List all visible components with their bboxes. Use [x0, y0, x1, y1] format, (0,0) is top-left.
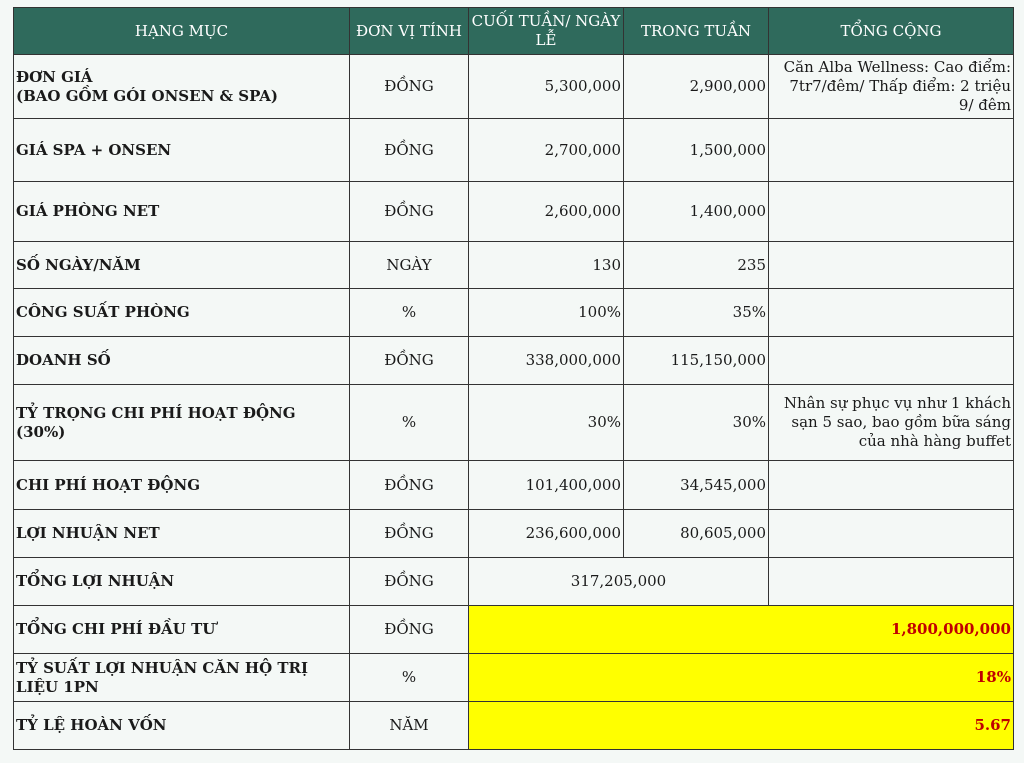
row-name: CÔNG SUẤT PHÒNG — [14, 289, 350, 337]
header-unit: ĐƠN VỊ TÍNH — [350, 8, 469, 55]
weekend-value: 30% — [469, 385, 624, 461]
table-row — [14, 558, 1014, 606]
header-category: HẠNG MỤC — [14, 8, 350, 55]
table-row — [14, 461, 1014, 510]
table-row — [14, 654, 1014, 702]
row-unit: NGÀY — [350, 242, 469, 289]
weekday-value: 2,900,000 — [624, 55, 769, 119]
table-row — [14, 385, 1014, 461]
row-note — [769, 289, 1014, 337]
row-name: CHI PHÍ HOẠT ĐỘNG — [14, 461, 350, 510]
table-row — [14, 289, 1014, 337]
weekend-value: 130 — [469, 242, 624, 289]
table-row — [14, 606, 1014, 654]
weekend-value: 2,700,000 — [469, 119, 624, 182]
profit-table — [13, 7, 1014, 750]
table-row — [14, 510, 1014, 558]
row-name: LỢI NHUẬN NET — [14, 510, 350, 558]
table-row — [14, 242, 1014, 289]
row-unit: % — [350, 654, 469, 702]
row-name-line-1: ĐƠN GIÁ — [16, 67, 93, 86]
table-row — [14, 337, 1014, 385]
row-note — [769, 242, 1014, 289]
weekday-value: 1,400,000 — [624, 182, 769, 242]
payback-value: 5.67 — [469, 702, 1014, 750]
profit-rate-value: 18% — [469, 654, 1014, 702]
row-note — [769, 337, 1014, 385]
row-note — [769, 510, 1014, 558]
row-name: TỶ LỆ HOÀN VỐN — [14, 702, 350, 750]
row-unit: ĐỒNG — [350, 510, 469, 558]
row-note — [769, 558, 1014, 606]
row-name: GIÁ PHÒNG NET — [14, 182, 350, 242]
row-name: TỔNG LỢI NHUẬN — [14, 558, 350, 606]
weekday-value: 34,545,000 — [624, 461, 769, 510]
row-unit: NĂM — [350, 702, 469, 750]
row-name: DOANH SỐ — [14, 337, 350, 385]
row-name: GIÁ SPA + ONSEN — [14, 119, 350, 182]
row-unit: ĐỒNG — [350, 119, 469, 182]
weekday-value: 235 — [624, 242, 769, 289]
row-name: TỔNG CHI PHÍ ĐẦU TƯ — [14, 606, 350, 654]
weekend-value: 100% — [469, 289, 624, 337]
row-note — [769, 119, 1014, 182]
table-row — [14, 702, 1014, 750]
weekday-value: 30% — [624, 385, 769, 461]
row-note: Căn Alba Wellness: Cao điểm: 7tr7/đêm/ Thấp điểm: 2 triệu 9/ đêm — [769, 55, 1014, 119]
header-weekend: CUỐI TUẦN/ NGÀY LỄ — [469, 8, 624, 55]
row-unit: ĐỒNG — [350, 461, 469, 510]
weekday-value: 35% — [624, 289, 769, 337]
investment-total-value: 1,800,000,000 — [469, 606, 1014, 654]
row-unit: ĐỒNG — [350, 182, 469, 242]
row-unit: % — [350, 385, 469, 461]
row-unit: ĐỒNG — [350, 337, 469, 385]
weekend-value: 101,400,000 — [469, 461, 624, 510]
weekend-value: 5,300,000 — [469, 55, 624, 119]
weekday-value: 1,500,000 — [624, 119, 769, 182]
row-note — [769, 461, 1014, 510]
row-name — [14, 55, 350, 119]
table-row — [14, 119, 1014, 182]
weekend-value: 2,600,000 — [469, 182, 624, 242]
header-weekday: TRONG TUẦN — [624, 8, 769, 55]
row-note: Nhân sự phục vụ như 1 khách sạn 5 sao, bao gồm bữa sáng của nhà hàng buffet — [769, 385, 1014, 461]
weekend-value: 338,000,000 — [469, 337, 624, 385]
weekday-value: 80,605,000 — [624, 510, 769, 558]
row-unit: ĐỒNG — [350, 606, 469, 654]
row-name-line-2: (BAO GỒM GÓI ONSEN & SPA) — [16, 86, 279, 105]
header-total: TỔNG CỘNG — [769, 8, 1014, 55]
row-unit: ĐỒNG — [350, 55, 469, 119]
table-row — [14, 55, 1014, 119]
row-note — [769, 182, 1014, 242]
weekday-value: 115,150,000 — [624, 337, 769, 385]
weekend-value: 236,600,000 — [469, 510, 624, 558]
header-row — [14, 8, 1014, 55]
total-profit-value: 317,205,000 — [469, 558, 769, 606]
row-name: SỐ NGÀY/NĂM — [14, 242, 350, 289]
table-row — [14, 182, 1014, 242]
row-name: TỶ SUẤT LỢI NHUẬN CĂN HỘ TRỊ LIỆU 1PN — [14, 654, 350, 702]
row-name: TỶ TRỌNG CHI PHÍ HOẠT ĐỘNG (30%) — [14, 385, 350, 461]
row-unit: ĐỒNG — [350, 558, 469, 606]
row-unit: % — [350, 289, 469, 337]
